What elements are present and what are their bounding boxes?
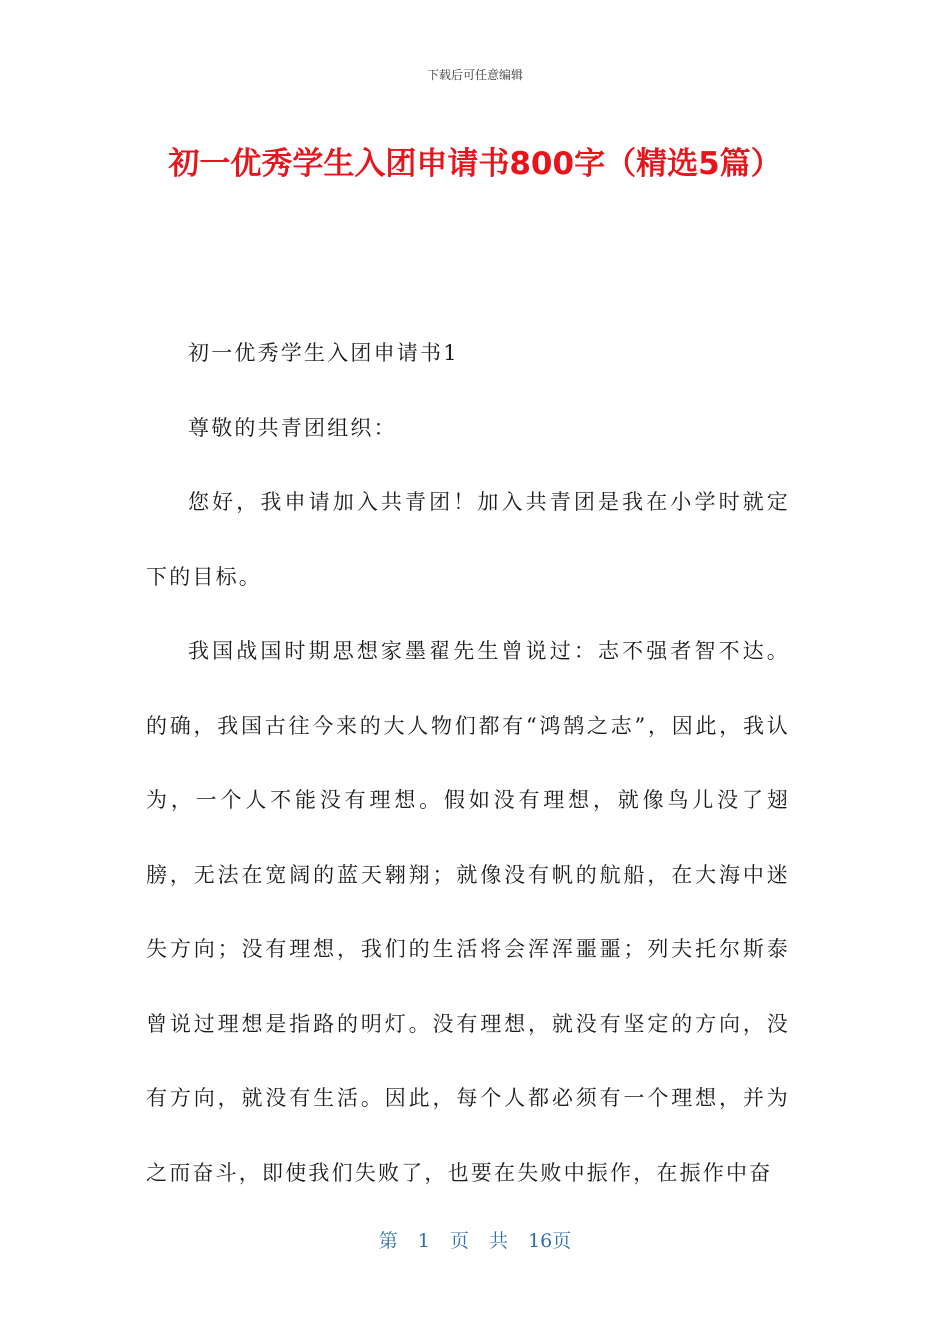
footer-page-label: 页 xyxy=(449,1230,469,1252)
document-body xyxy=(146,316,790,1210)
footer-total-pages: 16页 xyxy=(528,1230,572,1252)
footer-total-label: 共 xyxy=(489,1230,509,1252)
paragraph-intro: 您好，我申请加入共青团！加入共青团是我在小学时就定下的目标。 xyxy=(146,490,790,589)
footer-prefix: 第 xyxy=(378,1230,398,1252)
header-note: 下载后可任意编辑 xyxy=(426,68,523,82)
paragraph-main: 我国战国时期思想家墨翟先生曾说过：志不强者智不达。的确，我国古往今来的大人物们都有“鸿鹄之志”，因此，我认为，一个人不能没有理想。假如没有理想，就像鸟儿没了翅膀，无法在宽阔的蓝天翱翔；就像没有帆的航船，在大海中迷失方向；没有理想，我们的生活将会浑浑噩噩；列夫托尔斯泰曾说过理想是指路的明灯。没有理想，就没有坚定的方向，没有方向，就没有生活。因此，每个人都必须有一个理想，并为之而奋斗，即使我们失败了，也要在失败中振作，在振作中奋 xyxy=(146,639,790,1185)
page-footer xyxy=(0,1226,950,1253)
paragraph-salutation: 尊敬的共青团组织： xyxy=(188,415,397,440)
footer-current-page: 1 xyxy=(417,1230,430,1252)
paragraph-heading: 初一优秀学生入团申请书1 xyxy=(188,341,459,365)
document-title: 初一优秀学生入团申请书800字（精选5篇） xyxy=(168,146,782,182)
